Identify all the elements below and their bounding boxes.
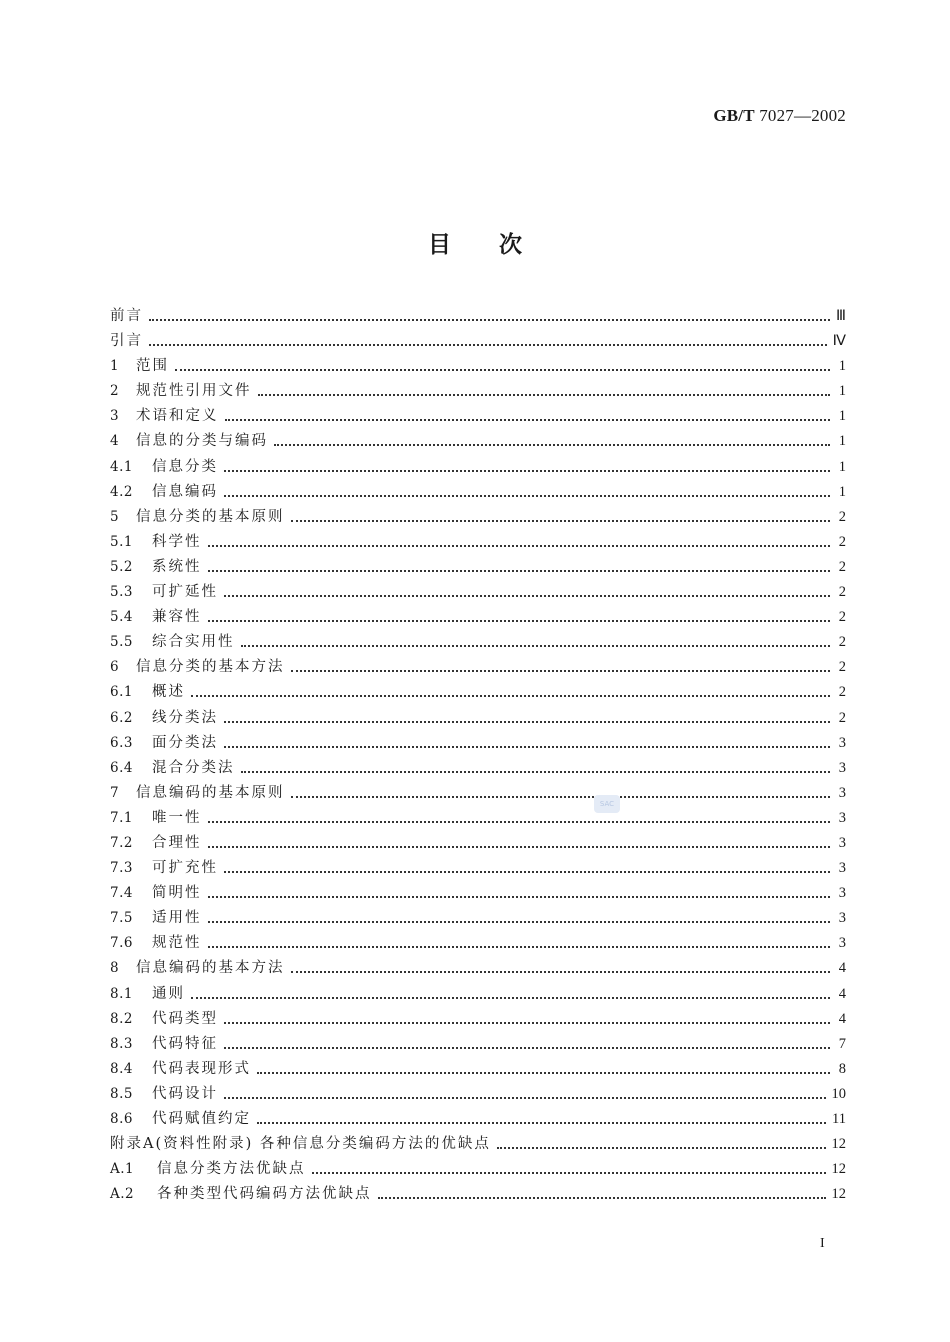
toc-entry-number: 6.4 xyxy=(110,759,133,776)
toc-entry-page: 3 xyxy=(838,809,846,826)
toc-entry-title: 代码类型 xyxy=(152,1010,218,1027)
toc-entry-page: 12 xyxy=(831,1136,846,1153)
toc-dot-leader xyxy=(208,555,831,580)
toc-entry-number: 2 xyxy=(110,383,120,400)
toc-entry-page: 11 xyxy=(832,1111,846,1127)
toc-dot-leader xyxy=(224,856,830,881)
toc-entry-number: 8.4 xyxy=(110,1060,133,1077)
toc-entry[interactable] xyxy=(110,831,846,856)
toc-dot-leader xyxy=(224,480,830,505)
toc-entry-number: 4.2 xyxy=(110,483,133,500)
toc-entry-title: 概述 xyxy=(152,684,185,701)
toc-entry-number: 5.5 xyxy=(110,634,133,651)
toc-entry-title: 面分类法 xyxy=(152,734,218,751)
toc-entry[interactable] xyxy=(110,655,846,680)
toc-dot-leader xyxy=(224,1082,826,1107)
toc-entry-page: 2 xyxy=(838,533,846,550)
toc-entry-page: 4 xyxy=(838,960,846,977)
toc-entry-title: 前言 xyxy=(110,308,143,324)
toc-entry-page: Ⅲ xyxy=(836,308,846,324)
watermark-text: SAC xyxy=(599,800,615,808)
toc-entry[interactable] xyxy=(110,329,846,354)
toc-entry[interactable] xyxy=(110,304,846,329)
toc-dot-leader xyxy=(497,1132,826,1157)
toc-entry-page: 2 xyxy=(838,684,846,701)
toc-entry-page: 10 xyxy=(831,1085,846,1102)
toc-entry-number: 3 xyxy=(110,408,120,425)
toc-entry-page: 7 xyxy=(838,1035,846,1052)
toc-entry[interactable] xyxy=(110,781,846,806)
toc-dot-leader xyxy=(175,354,830,379)
toc-entry-number: 5 xyxy=(110,508,120,525)
toc-entry-number: 5.1 xyxy=(110,533,133,550)
toc-entry[interactable] xyxy=(110,931,846,956)
toc-entry-page: 1 xyxy=(838,433,846,450)
toc-entry-page: 2 xyxy=(838,659,846,676)
toc-entry-title: 唯一性 xyxy=(152,809,202,826)
toc-entry-title: 范围 xyxy=(136,358,169,375)
toc-entry-title: 代码设计 xyxy=(152,1085,218,1102)
toc-entry[interactable] xyxy=(110,706,846,731)
toc-entry[interactable] xyxy=(110,956,846,981)
toc-entry-page: 8 xyxy=(838,1060,846,1077)
toc-entry-number: 7.4 xyxy=(110,885,133,902)
toc-entry-page: 2 xyxy=(838,609,846,626)
toc-entry[interactable] xyxy=(110,530,846,555)
toc-entry-number: 7.2 xyxy=(110,834,133,851)
toc-dot-leader xyxy=(208,906,831,931)
toc-dot-leader xyxy=(224,1032,830,1057)
toc-dot-leader xyxy=(208,931,831,956)
toc-entry[interactable] xyxy=(110,1082,846,1107)
toc-dot-leader xyxy=(274,429,830,454)
toc-entry-number: 6.1 xyxy=(110,684,133,701)
toc-entry-title: 代码特征 xyxy=(152,1035,218,1052)
toc-entry[interactable] xyxy=(110,354,846,379)
toc-entry[interactable] xyxy=(110,404,846,429)
toc-dot-leader xyxy=(291,781,831,806)
toc-entry-page: 3 xyxy=(838,935,846,952)
toc-entry[interactable] xyxy=(110,505,846,530)
toc-entry-title: 信息的分类与编码 xyxy=(136,433,268,450)
toc-dot-leader xyxy=(208,806,831,831)
toc-entry-title: 合理性 xyxy=(152,834,202,851)
toc-entry-page: 12 xyxy=(831,1186,846,1203)
toc-entry-page: 2 xyxy=(838,558,846,575)
toc-entry-number: 8.5 xyxy=(110,1085,133,1102)
toc-entry[interactable] xyxy=(110,680,846,705)
toc-entry-number: 7.5 xyxy=(110,910,133,927)
toc-dot-leader xyxy=(378,1182,826,1207)
toc-entry-title: 适用性 xyxy=(152,910,202,927)
toc-entry-title: 信息分类的基本原则 xyxy=(136,508,285,525)
toc-entry[interactable] xyxy=(110,455,846,480)
toc-entry-title: 系统性 xyxy=(152,558,202,575)
toc-entry-number: 8 xyxy=(110,960,120,977)
toc-entry-number: 5.3 xyxy=(110,584,133,601)
toc-entry-number: 8.6 xyxy=(110,1111,133,1127)
toc-entry[interactable] xyxy=(110,1157,846,1182)
toc-entry-page: 3 xyxy=(838,734,846,751)
toc-dot-leader xyxy=(257,1057,830,1082)
toc-entry[interactable] xyxy=(110,630,846,655)
toc-entry-page: 2 xyxy=(838,584,846,601)
toc-entry-title: 综合实用性 xyxy=(152,634,235,651)
toc-dot-leader xyxy=(191,982,830,1007)
standard-number: 7027—2002 xyxy=(754,106,846,125)
toc-entry-page: Ⅳ xyxy=(832,333,846,350)
toc-entry-title: 信息编码 xyxy=(152,483,218,500)
toc-entry-page: 4 xyxy=(838,1010,846,1027)
toc-entry[interactable] xyxy=(110,906,846,931)
toc-dot-leader xyxy=(191,680,830,705)
toc-entry[interactable] xyxy=(110,480,846,505)
toc-entry-title: 代码表现形式 xyxy=(152,1060,251,1077)
sac-watermark-logo xyxy=(594,795,620,813)
toc-entry[interactable] xyxy=(110,555,846,580)
toc-entry-number: A.2 xyxy=(110,1186,135,1203)
toc-entry-page: 12 xyxy=(831,1161,846,1178)
toc-entry-title: 信息编码的基本方法 xyxy=(136,960,285,977)
toc-entry-title: 规范性 xyxy=(152,935,202,952)
toc-entry-page: 1 xyxy=(838,383,846,400)
toc-entry-title: 简明性 xyxy=(152,885,202,902)
toc-entry-page: 3 xyxy=(838,910,846,927)
toc-dot-leader xyxy=(208,881,831,906)
toc-entry-number: 6 xyxy=(110,659,120,676)
toc-entry-title: 术语和定义 xyxy=(136,408,219,425)
toc-entry[interactable] xyxy=(110,1182,846,1207)
toc-entry-page: 3 xyxy=(838,784,846,801)
toc-entry-number: 5.4 xyxy=(110,609,133,626)
standard-code xyxy=(713,106,846,126)
toc-entry[interactable] xyxy=(110,580,846,605)
toc-entry-number: 7.1 xyxy=(110,809,133,826)
toc-entry[interactable] xyxy=(110,731,846,756)
toc-dot-leader xyxy=(208,831,831,856)
toc-entry-page: 2 xyxy=(838,709,846,726)
toc-dot-leader xyxy=(224,731,830,756)
toc-entry-title: 引言 xyxy=(110,333,143,350)
toc-entry-page: 2 xyxy=(838,508,846,525)
toc-dot-leader xyxy=(312,1157,826,1182)
toc-entry-number: 7 xyxy=(110,784,120,801)
toc-entry[interactable] xyxy=(110,806,846,831)
toc-entry-title: 信息编码的基本原则 xyxy=(136,784,285,801)
toc-dot-leader xyxy=(208,530,831,555)
toc-dot-leader xyxy=(208,605,831,630)
toc-entry-title: 信息分类的基本方法 xyxy=(136,659,285,676)
toc-entry-title: 兼容性 xyxy=(152,609,202,626)
toc-entry-page: 1 xyxy=(838,458,846,475)
toc-entry-title: 附录A(资料性附录) 各种信息分类编码方法的优缺点 xyxy=(110,1136,491,1153)
page-title: 目次 xyxy=(428,232,570,258)
toc-entry-page: 4 xyxy=(838,985,846,1002)
toc-entry-title: 线分类法 xyxy=(152,709,218,726)
toc-entry-title: 可扩充性 xyxy=(152,860,218,877)
toc-dot-leader xyxy=(257,1107,826,1132)
toc-dot-leader xyxy=(291,505,831,530)
toc-entry-title: 信息分类 xyxy=(152,458,218,475)
toc-entry-number: 1 xyxy=(110,358,120,375)
toc-entry-title: 规范性引用文件 xyxy=(136,383,252,400)
toc-entry-page: 3 xyxy=(838,834,846,851)
toc-dot-leader xyxy=(224,1007,830,1032)
toc-dot-leader xyxy=(291,655,831,680)
toc-entry-page: 1 xyxy=(838,408,846,425)
table-of-contents xyxy=(110,304,846,1207)
toc-entry-title: 各种类型代码编码方法优缺点 xyxy=(157,1186,372,1203)
toc-entry[interactable] xyxy=(110,1132,846,1157)
toc-entry-page: 3 xyxy=(838,759,846,776)
toc-entry-page: 3 xyxy=(838,885,846,902)
toc-dot-leader xyxy=(224,580,830,605)
toc-dot-leader xyxy=(224,706,830,731)
toc-entry-number: 6.2 xyxy=(110,709,133,726)
toc-entry-title: 信息分类方法优缺点 xyxy=(157,1161,306,1178)
toc-entry-number: 4 xyxy=(110,433,120,450)
toc-dot-leader xyxy=(258,379,831,404)
toc-entry-title: 代码赋值约定 xyxy=(152,1111,251,1127)
toc-entry-number: 7.6 xyxy=(110,935,133,952)
toc-entry[interactable] xyxy=(110,856,846,881)
toc-entry[interactable] xyxy=(110,1032,846,1057)
standard-prefix: GB/T xyxy=(713,106,755,125)
toc-entry[interactable] xyxy=(110,881,846,906)
toc-entry-number: 8.2 xyxy=(110,1010,133,1027)
toc-entry[interactable] xyxy=(110,982,846,1007)
toc-entry[interactable] xyxy=(110,429,846,454)
toc-dot-leader xyxy=(149,329,827,354)
toc-entry-number: 5.2 xyxy=(110,558,133,575)
toc-dot-leader xyxy=(149,304,830,329)
toc-entry[interactable] xyxy=(110,1057,846,1082)
toc-entry[interactable] xyxy=(110,379,846,404)
toc-entry-number: 8.1 xyxy=(110,985,133,1002)
toc-entry[interactable] xyxy=(110,1107,846,1132)
toc-entry-number: 8.3 xyxy=(110,1035,133,1052)
toc-entry-title: 通则 xyxy=(152,985,185,1002)
toc-entry-page: 1 xyxy=(838,483,846,500)
toc-entry[interactable] xyxy=(110,1007,846,1032)
toc-entry-number: A.1 xyxy=(110,1161,135,1178)
toc-entry[interactable] xyxy=(110,605,846,630)
toc-entry-number: 4.1 xyxy=(110,458,133,475)
toc-entry-page: 3 xyxy=(838,860,846,877)
toc-dot-leader xyxy=(291,956,831,981)
toc-entry-number: 6.3 xyxy=(110,734,133,751)
toc-entry-page: 1 xyxy=(838,358,846,375)
toc-entry-title: 科学性 xyxy=(152,533,202,550)
toc-entry[interactable] xyxy=(110,756,846,781)
toc-dot-leader xyxy=(225,404,831,429)
toc-dot-leader xyxy=(241,630,831,655)
toc-dot-leader xyxy=(224,455,830,480)
toc-entry-title: 混合分类法 xyxy=(152,759,235,776)
toc-entry-number: 7.3 xyxy=(110,860,133,877)
toc-entry-title: 可扩延性 xyxy=(152,584,218,601)
page-folio: I xyxy=(820,1236,825,1251)
toc-entry-page: 2 xyxy=(838,634,846,651)
toc-dot-leader xyxy=(241,756,831,781)
